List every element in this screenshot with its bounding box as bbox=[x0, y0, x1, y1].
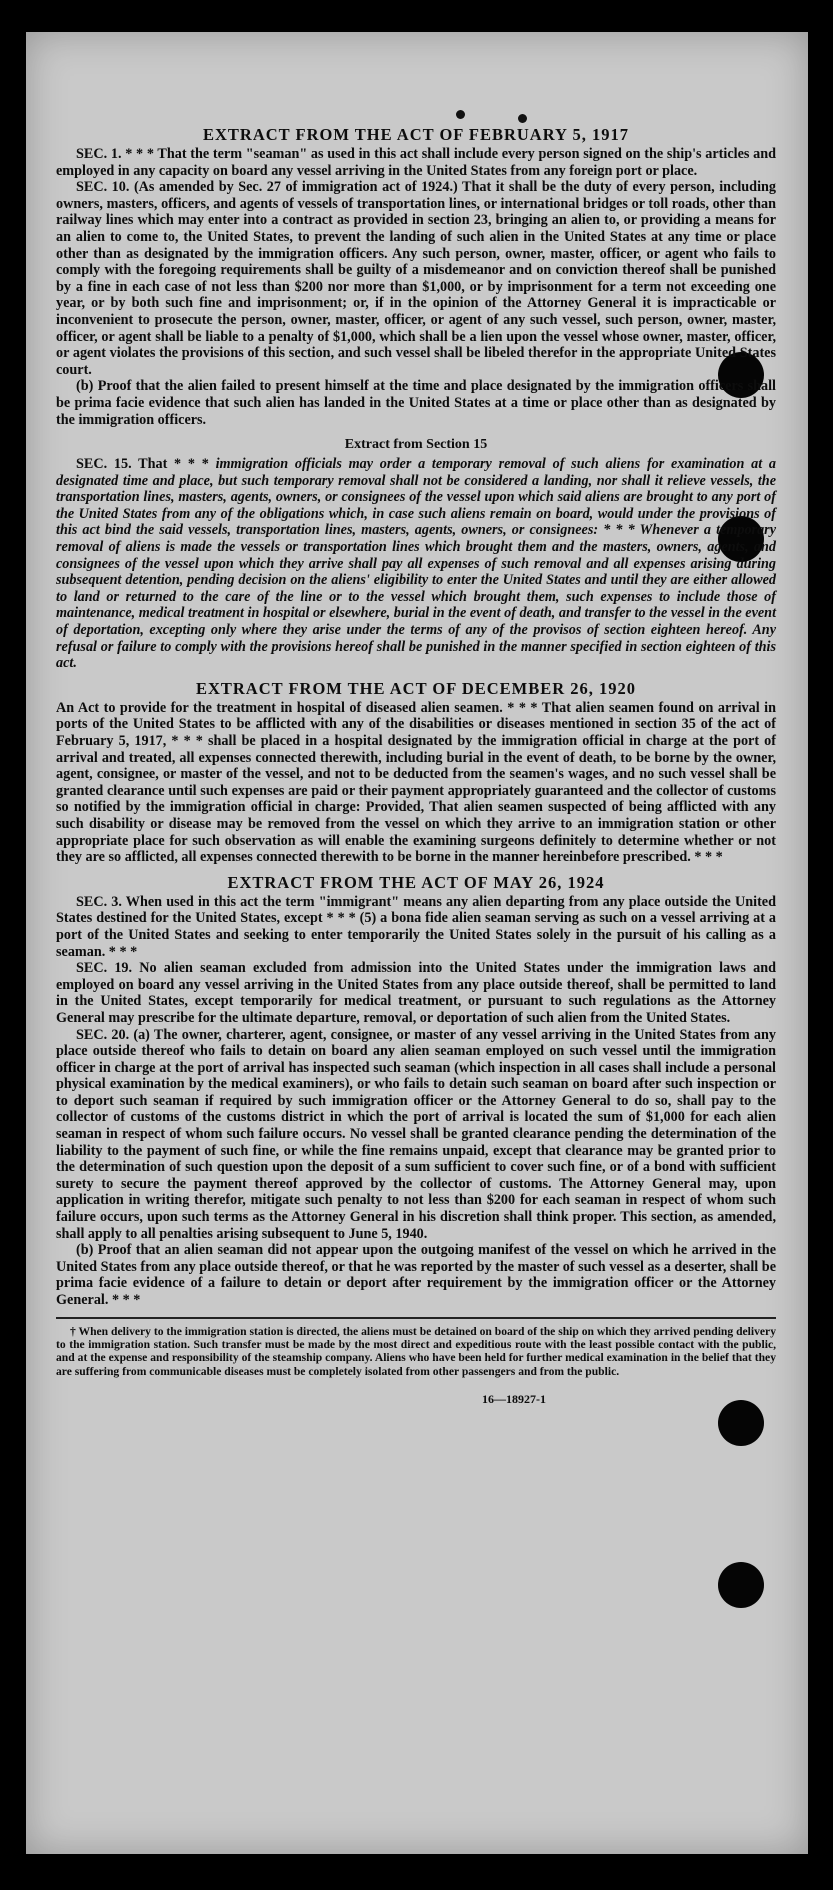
heading-act-may-1924: EXTRACT FROM THE ACT OF MAY 26, 1924 bbox=[227, 872, 605, 892]
section-19-paragraph: SEC. 19. No alien seaman excluded from admission into the United States under the immigration laws and employed on board any vessel arriving in the United States from any place outside thereof, shall be permitted to land in the United States, except temporarily for medical treatment, or pursuant to such regulations as the Attorney General may prescribe for the ultimate departure, removal, or deportation of such alien from the United States. bbox=[56, 960, 776, 1026]
document-body bbox=[56, 124, 776, 1407]
document-page bbox=[26, 32, 808, 1854]
ink-spot bbox=[518, 114, 527, 123]
section-1-paragraph: SEC. 1. * * * That the term "seaman" as used in this act shall include every person signed on the ship's articles and employed in any capacity on board any vessel arriving in the United States from any foreign port or place. bbox=[56, 146, 776, 179]
section-20b-paragraph: (b) Proof that an alien seaman did not appear upon the outgoing manifest of the vessel on which he arrived in the United States from any place outside thereof, or that he was reported by the master of such vessel as a deserter, shall be prima facie evidence of a failure to detain or deport after requirement by the immigration officer or the Attorney General. * * * bbox=[56, 1242, 776, 1308]
heading-act-feb-1917: EXTRACT FROM THE ACT OF FEBRUARY 5, 1917 bbox=[203, 125, 629, 144]
punch-hole bbox=[718, 1562, 764, 1608]
heading-act-dec-1920: EXTRACT FROM THE ACT OF DECEMBER 26, 1920 bbox=[195, 678, 637, 698]
footnote: † When delivery to the immigration station is directed, the aliens must be detained on board of the ship on which they arrived pending delivery to the immigration station. Such transfer must be made by the most direct and expeditious route with the least possible contact with the public, and at the expense and responsibility of the steamship company. Aliens who have been held for further medical examination in the belief that they are suffering from communicable diseases must be completely isolated from other passengers and from the public. bbox=[56, 1324, 776, 1378]
dec-1920-paragraph: An Act to provide for the treatment in hospital of diseased alien seamen. * * * That alien seamen found on arrival in ports of the United States to be afflicted with any of the disabilities or diseases mentioned in section 35 of the act of February 5, 1917, * * * shall be placed in a hospital designated by the immigration official in charge at the port of arrival and treated, all expenses connected therewith, including burial in the event of death, to be borne by the owner, agent, consignee, or master of the vessel, and not to be deducted from the seamen's wages, and no such vessel shall be granted clearance until such expenses are paid or their payment appropriately guaranteed and the collector of customs so notified by the immigration official in charge: Provided, That alien seamen suspected of being afflicted with any such disability or disease may be removed from the vessel on which they arrive to an immigration station or other appropriate place for such observation as will enable the examining surgeons definitely to determine whether or not they are so afflicted, all expenses connected therewith to be borne in the manner hereinbefore prescribed. * * * bbox=[56, 699, 776, 866]
section-15-paragraph bbox=[56, 456, 776, 672]
section-3-paragraph: SEC. 3. When used in this act the term "immigrant" means any alien departing from any place outside the United States destined for the United States, except * * * (5) a bona fide alien seaman serving as such on a vessel arriving at a port of the United States and seeking to enter temporarily the United States solely in the pursuit of his calling as a seaman. * * * bbox=[56, 893, 776, 960]
footnote-divider bbox=[56, 1317, 776, 1319]
ink-spot bbox=[456, 110, 465, 119]
section-10-paragraph: SEC. 10. (As amended by Sec. 27 of immigration act of 1924.) That it shall be the duty of every person, including owners, masters, officers, and agents of vessels of transportation lines, or international bridges or toll roads, other than railway lines which may enter into a contract as provided in section 23, bringing an alien to, or providing a means for an alien to come to, the United States, to prevent the landing of such alien in the United States at any time or place other than as designated by the immigration officers. Any such person, owner, master, officer, or agent who fails to comply with the foregoing requirements shall be guilty of a misdemeanor and on conviction thereof shall be punished by a fine in each case of not less than $200 nor more than $1,000, or by imprisonment for a term not exceeding one year, or by both such fine and imprisonment; or, if in the opinion of the Attorney General it is impracticable or inconvenient to prosecute the person, owner, master, officer, or agent of any such vessel, such person, owner, master, officer, or agent shall be liable to a penalty of $1,000, which shall be a lien upon the vessel whose owner, master, officer, or agent violates the provisions of this section, and such vessel shall be libeled therefor in the appropriate United States court. bbox=[56, 179, 776, 378]
section-15-italic-text: immigration officials may order a temporary removal of such aliens for examination at a designated time and place, but such temporary removal shall not be considered a landing, nor shall it relieve vessels, the transportation lines, masters, agents, owners, or consignees of the vessel upon which said aliens are brought to any port of the United States from any of the obligations which, in case such aliens remain on board, would under the provisions of this act bind the said vessels, transportation lines, masters, agents, owners, or consignees: * * * Whenever a temporary removal of aliens is made the vessels or transportation lines which brought them and the masters, owners, agents, and consignees of the vessel upon which they arrive shall pay all expenses of such removal and all expenses arising during subsequent detention, pending decision on the aliens' eligibility to enter the United States and until they are either allowed to land or returned to the care of the line or to the vessel which brought them, such expenses to include those of maintenance, medical treatment in hospital or elsewhere, burial in the event of death, and transfer to the vessel in the event of deportation, excepting only where they arise under the terms of any of the provisos of section eighteen hereof. Any refusal or failure to comply with the provisions hereof shall be punished in the manner specified in section eighteen of this act. bbox=[56, 456, 777, 672]
section-20a-paragraph: SEC. 20. (a) The owner, charterer, agent, consignee, or master of any vessel arriving in the United States from any place outside thereof who fails to detain on board any alien seaman employed on such vessel until the immigration officer in charge at the port of arrival has inspected such seaman (which inspection in all cases shall include a personal physical examination by the medical examiners), or who fails to detain such seaman on board after such inspection or to deport such seaman if required by such immigration officer or the Attorney General to do so, shall pay to the collector of customs of the customs district in which the port of arrival is located the sum of $1,000 for each alien seaman in respect of whom such failure occurs. No vessel shall be granted clearance pending the determination of the liability to the payment of such fine, or while the fine remains unpaid, except that clearance may be granted prior to the determination of such question upon the deposit of a sum sufficient to cover such fine, or of a bond with sufficient surety to secure the payment thereof approved by the collector of customs. The Attorney General may, upon application in writing therefor, mitigate such penalty to not less than $200 for each seaman in respect of whom such failure occurs, upon such terms as the Attorney General in his discretion shall think proper. This section, as amended, shall apply to all penalties arising subsequent to June 5, 1940. bbox=[56, 1026, 776, 1242]
form-number: 16—18927-1 bbox=[482, 1392, 546, 1407]
section-10b-paragraph: (b) Proof that the alien failed to present himself at the time and place designated by the immigration officers shall be prima facie evidence that such alien has landed in the United States at a time or place other than as designated by the immigration officers. bbox=[56, 378, 776, 428]
heading-extract-section-15: Extract from Section 15 bbox=[344, 437, 488, 453]
section-15-lead: SEC. 15. That * * * bbox=[76, 456, 209, 473]
